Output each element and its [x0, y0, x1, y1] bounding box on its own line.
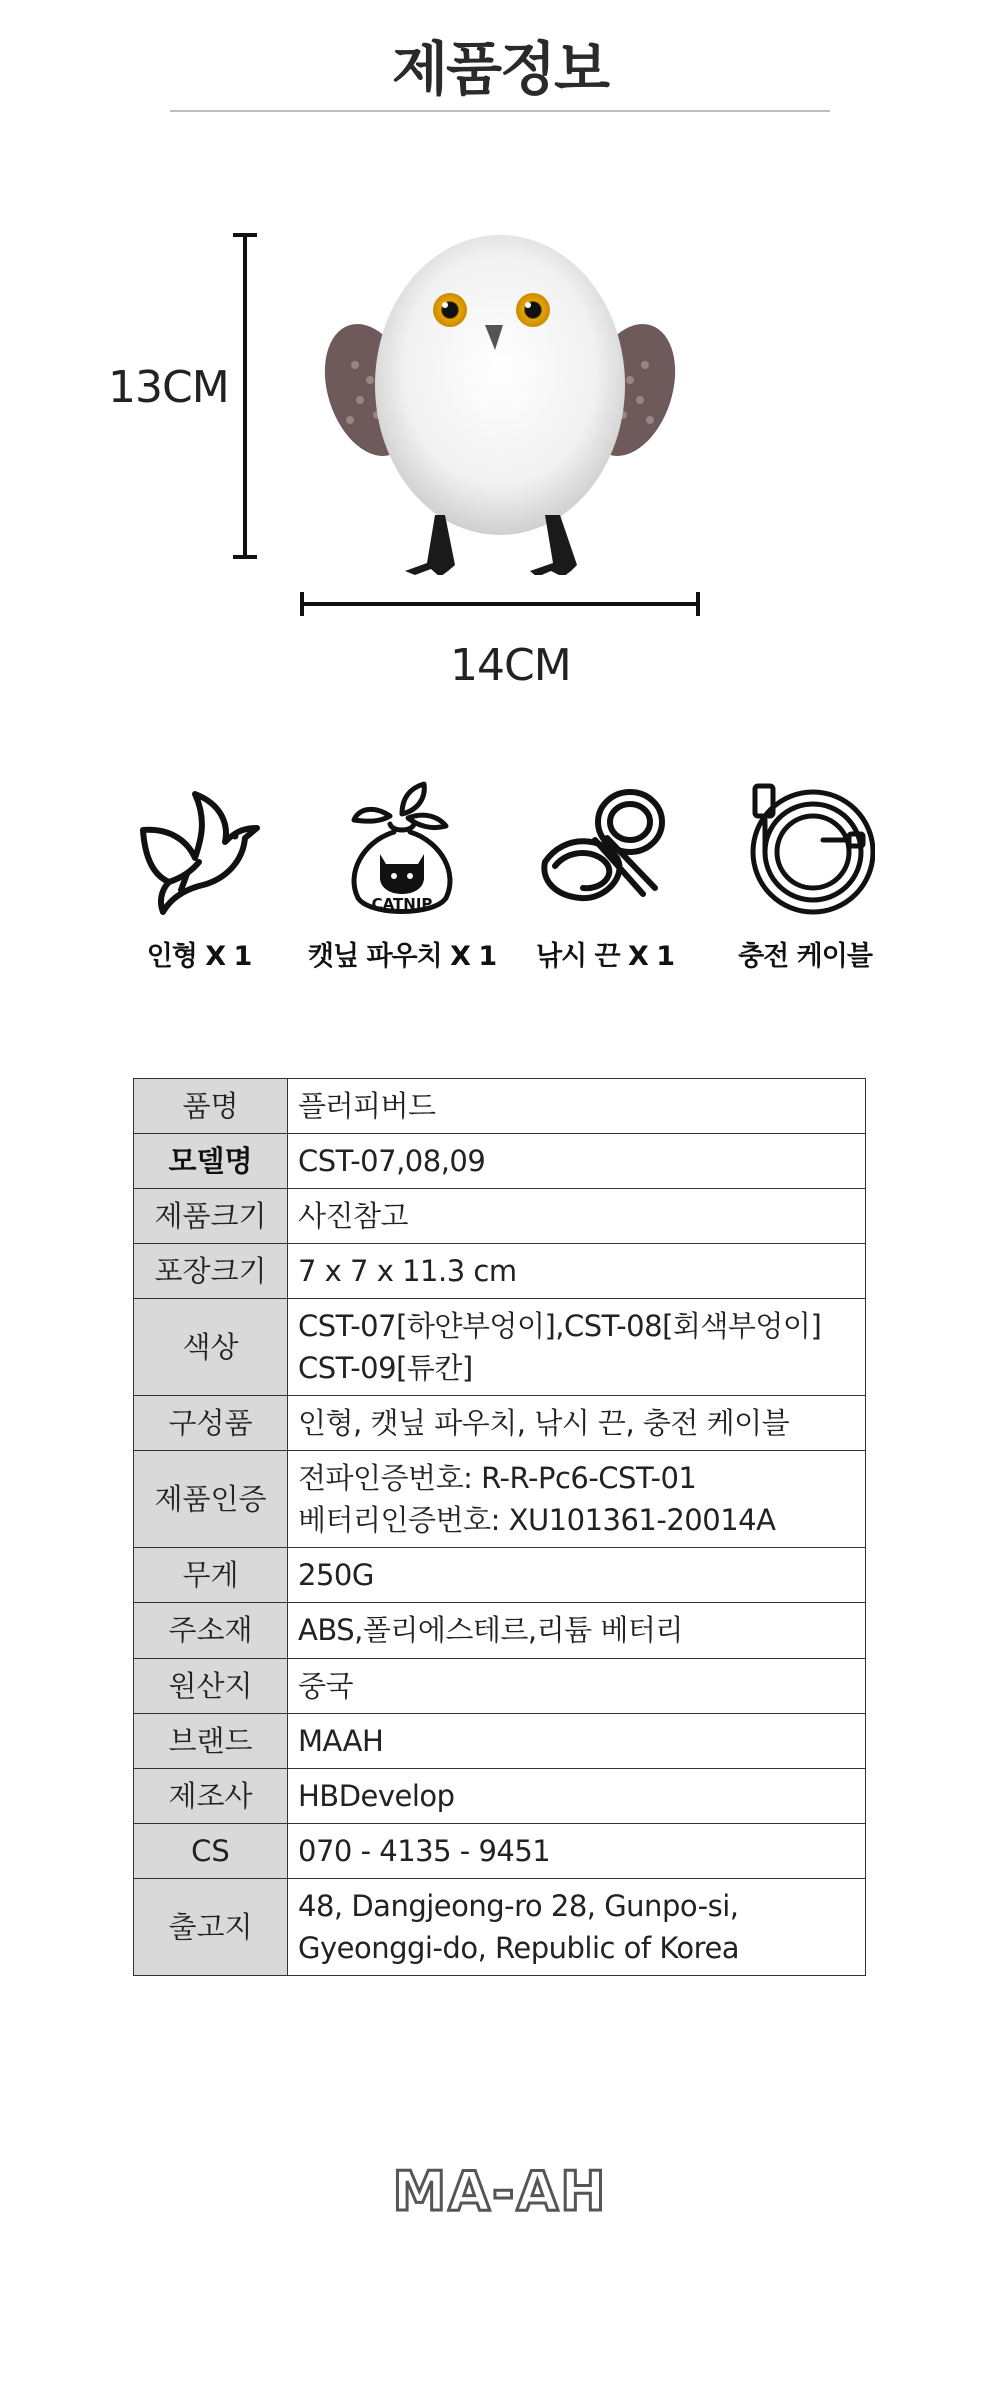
- table-row: [134, 1823, 866, 1878]
- table-row: [134, 1548, 866, 1603]
- spec-value: [288, 1299, 866, 1396]
- spec-key: 제품인증: [134, 1451, 288, 1548]
- spec-key: 출고지: [134, 1878, 288, 1975]
- spec-value: HBDevelop: [288, 1768, 866, 1823]
- spec-value-line: CST-09[튜칸]: [298, 1351, 473, 1386]
- spec-value: 인형, 캣닢 파우치, 낚시 끈, 충전 케이블: [288, 1396, 866, 1451]
- brand-logo-text: MA-AH: [392, 2160, 608, 2223]
- spec-table: [133, 1078, 866, 1976]
- rope-icon: [535, 780, 675, 920]
- height-label: 13CM: [108, 362, 229, 413]
- component-label: 낚시 끈 X 1: [535, 941, 675, 972]
- spec-value: 250G: [288, 1548, 866, 1603]
- charging-cable-icon: [735, 780, 875, 920]
- width-dimension-cap-right: [696, 592, 700, 616]
- table-row: [134, 1079, 866, 1134]
- spec-key: 주소재: [134, 1603, 288, 1658]
- page-title: 제품정보: [391, 35, 609, 103]
- component-label: 인형 X 1: [146, 941, 252, 972]
- component-rope: [505, 780, 705, 973]
- table-row: [134, 1658, 866, 1713]
- spec-value-line: 전파인증번호: R-R-Pc6-CST-01: [298, 1461, 697, 1496]
- width-dimension-line: [300, 602, 700, 606]
- component-doll: [99, 780, 299, 973]
- spec-key: 무게: [134, 1548, 288, 1603]
- table-row: [134, 1603, 866, 1658]
- component-cable: [705, 780, 905, 973]
- spec-key: 모델명: [134, 1134, 288, 1189]
- spec-value: MAAH: [288, 1713, 866, 1768]
- spec-key: 구성품: [134, 1396, 288, 1451]
- table-row: [134, 1189, 866, 1244]
- spec-value: CST-07,08,09: [288, 1134, 866, 1189]
- spec-value: ABS,폴리에스테르,리튬 베터리: [288, 1603, 866, 1658]
- table-row: [134, 1244, 866, 1299]
- spec-value: 사진참고: [288, 1189, 866, 1244]
- brand-logo: [0, 2150, 1000, 2234]
- height-dimension-line: [243, 235, 247, 557]
- table-row: [134, 1713, 866, 1768]
- spec-value: 플러피버드: [288, 1079, 866, 1134]
- component-catnip-pouch: [302, 780, 502, 973]
- bird-icon: [129, 780, 269, 920]
- spec-key: 브랜드: [134, 1713, 288, 1768]
- spec-value: 7 x 7 x 11.3 cm: [288, 1244, 866, 1299]
- table-row: [134, 1768, 866, 1823]
- spec-key: 제조사: [134, 1768, 288, 1823]
- table-row: [134, 1134, 866, 1189]
- spec-key: 색상: [134, 1299, 288, 1396]
- spec-key: 포장크기: [134, 1244, 288, 1299]
- table-row: [134, 1451, 866, 1548]
- title-divider: [170, 110, 830, 112]
- brand-logo-mark: [390, 2150, 610, 2230]
- spec-key: 제품크기: [134, 1189, 288, 1244]
- spec-key: 품명: [134, 1079, 288, 1134]
- component-label: 충전 케이블: [738, 941, 872, 972]
- spec-value: [288, 1878, 866, 1975]
- height-dimension-cap-bottom: [233, 555, 257, 559]
- table-row: [134, 1396, 866, 1451]
- spec-key: CS: [134, 1823, 288, 1878]
- spec-value-line: 베터리인증번호: XU101361-20014A: [298, 1503, 776, 1538]
- spec-value-line: 48, Dangjeong-ro 28, Gunpo-si,: [298, 1888, 739, 1923]
- catnip-pouch-text: CATNIP: [371, 895, 433, 913]
- spec-value: 중국: [288, 1658, 866, 1713]
- catnip-pouch-icon: [332, 780, 472, 920]
- spec-value: [288, 1451, 866, 1548]
- spec-key: 원산지: [134, 1658, 288, 1713]
- table-row: [134, 1299, 866, 1396]
- spec-value: 070 - 4135 - 9451: [288, 1823, 866, 1878]
- spec-value-line: Gyeonggi-do, Republic of Korea: [298, 1930, 740, 1965]
- spec-value-line: CST-07[하얀부엉이],CST-08[회색부엉이]: [298, 1309, 822, 1344]
- component-label: 캣닢 파우치 X 1: [307, 941, 497, 972]
- owl-product-image: [315, 215, 685, 575]
- width-label: 14CM: [450, 640, 571, 691]
- table-row: [134, 1878, 866, 1975]
